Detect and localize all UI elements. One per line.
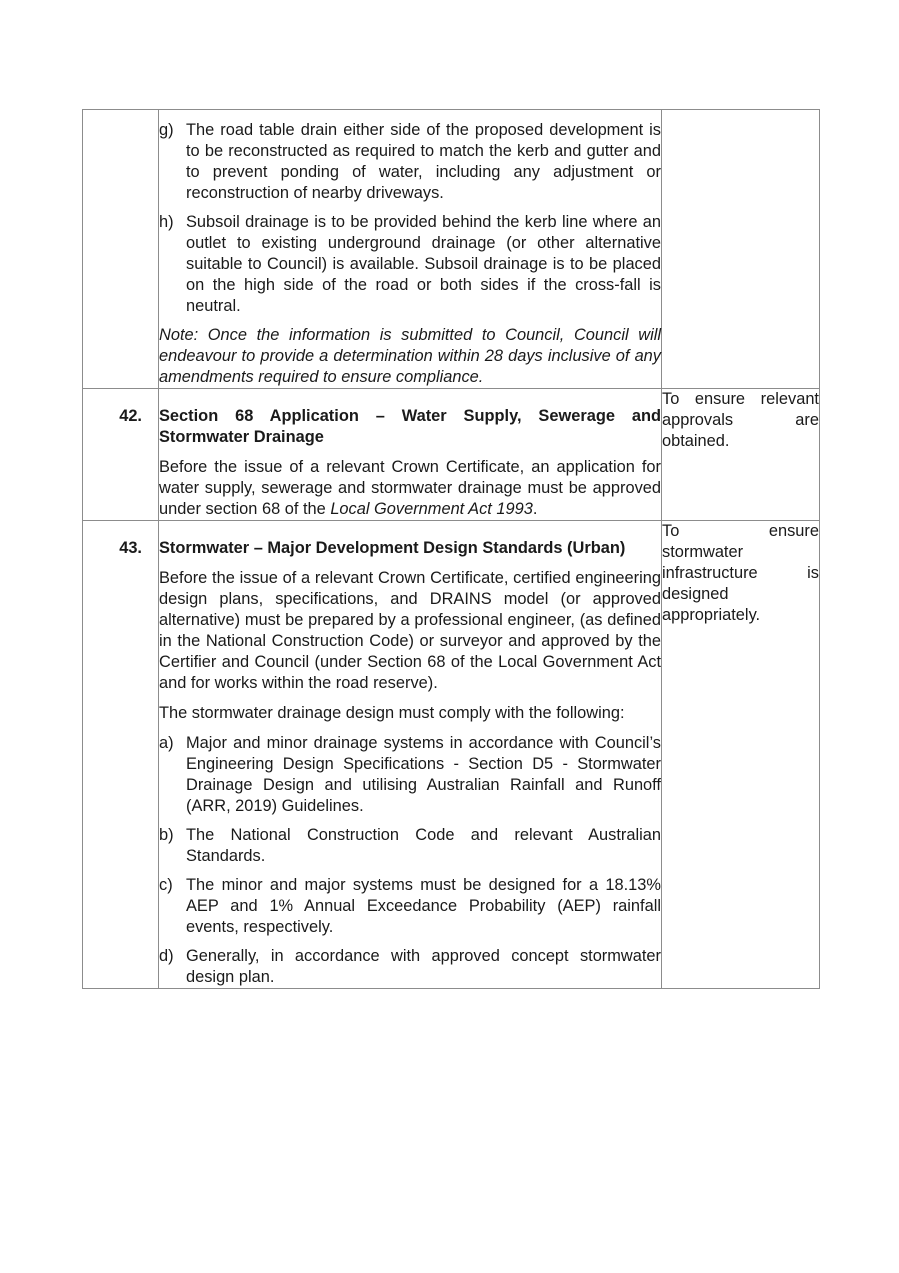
paragraph-end: . xyxy=(532,500,538,518)
list-item-text: Major and minor drainage systems in accordance with Council’s Engineering Design Specifications - Section D5 - Stormwater Drainage Design and utilising Australian Rainfall and Runoff (ARR, 2019) Guidelines. xyxy=(186,734,661,815)
condition-heading: Section 68 Application – Water Supply, Sewerage and Stormwater Drainage xyxy=(159,407,661,446)
condition-number-cell xyxy=(83,110,159,389)
list-item-label: h) xyxy=(159,213,174,231)
list-item xyxy=(159,733,661,817)
list-item-label: b) xyxy=(159,826,174,844)
condition-body xyxy=(159,521,662,989)
list-item-label: d) xyxy=(159,947,174,965)
condition-body xyxy=(159,110,662,389)
condition-number xyxy=(83,110,158,127)
condition-reason xyxy=(662,110,820,389)
list-item xyxy=(159,875,661,938)
list-item xyxy=(159,825,661,867)
list-item xyxy=(159,946,661,988)
conditions-table xyxy=(82,109,820,989)
condition-paragraph: Before the issue of a relevant Crown Certificate, certified engineering design plans, specifications, and DRAINS model (or approved alternative) must be prepared by a professional engineer, (as defined in the National Construction Code) or surveyor and approved by the Certifier and Council (under Section 68 of the Local Government Act and for works within the road reserve). xyxy=(159,569,661,692)
list-item-text: The road table drain either side of the proposed development is to be reconstructed as required to match the kerb and gutter and to prevent ponding of water, including any adjustment or reconstruction of nearby driveways. xyxy=(186,121,661,202)
condition-body xyxy=(159,389,662,521)
condition-number-cell xyxy=(83,389,159,521)
condition-row-42 xyxy=(83,389,820,521)
act-name: Local Government Act 1993 xyxy=(330,500,533,518)
condition-reason xyxy=(662,389,820,521)
condition-reason xyxy=(662,521,820,989)
condition-paragraph: The stormwater drainage design must comply with the following: xyxy=(159,704,625,722)
reason-text: To ensure relevant approvals are obtained. xyxy=(662,390,819,450)
list-item-text: Subsoil drainage is to be provided behind the kerb line where an outlet to existing underground drainage (or other alternative suitable to Council) is available. Subsoil drainage is to be placed on the high side of the road or both sides if the cross-fall is neutral. xyxy=(186,213,661,315)
list-item xyxy=(159,212,661,317)
list-item-label: a) xyxy=(159,734,174,752)
list-item-text: Generally, in accordance with approved concept stormwater design plan. xyxy=(186,947,661,986)
condition-number-cell xyxy=(83,521,159,989)
list-item-label: c) xyxy=(159,876,173,894)
paragraph-text: Before the issue of a relevant Crown Certificate, an application for water supply, sewerage and stormwater drainage must be approved under section 68 of the xyxy=(159,458,661,518)
list-item-text: The National Construction Code and relevant Australian Standards. xyxy=(186,826,661,865)
condition-number: 43. xyxy=(119,539,142,557)
condition-row-continued xyxy=(83,110,820,389)
condition-row-43 xyxy=(83,521,820,989)
list-item-text: The minor and major systems must be designed for a 18.13% AEP and 1% Annual Exceedance Probability (AEP) rainfall events, respectively. xyxy=(186,876,661,936)
reason-text: To ensure stormwater infrastructure is designed appropriately. xyxy=(662,522,819,624)
condition-heading: Stormwater – Major Development Design Standards (Urban) xyxy=(159,539,626,557)
note-text: Note: Once the information is submitted to Council, Council will endeavour to provide a determination within 28 days inclusive of any amendments required to ensure compliance. xyxy=(159,326,661,386)
list-item-label: g) xyxy=(159,121,174,139)
condition-paragraph xyxy=(159,457,661,520)
list-item xyxy=(159,120,661,204)
condition-number: 42. xyxy=(119,407,142,425)
